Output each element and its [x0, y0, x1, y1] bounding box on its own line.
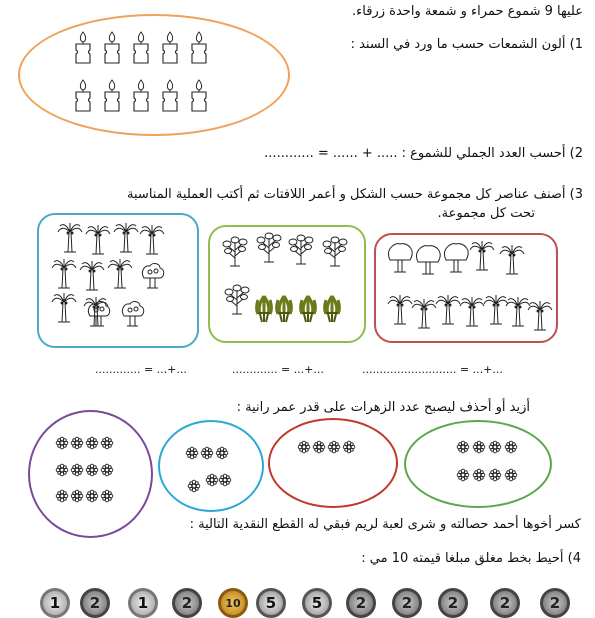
round-tree-icon [386, 242, 414, 272]
flower-oval-red [268, 418, 398, 508]
flower-icon [505, 441, 517, 453]
wheat-icon [272, 292, 296, 324]
palm-tree-icon [470, 240, 494, 272]
leaf-tree-icon [256, 232, 282, 264]
flower-icon [188, 480, 200, 492]
flower-icon [86, 490, 98, 502]
flower-icon [71, 437, 83, 449]
flower-icon [489, 469, 501, 481]
leaf-tree-icon [322, 236, 348, 268]
flower-icon [473, 469, 485, 481]
question-3-line-1: 3) أصنف عناصر كل مجموعة حسب الشكل و أعمر اللافتات ثم أكتب العملية المناسبة [127, 187, 583, 202]
palm-tree-icon [108, 258, 132, 290]
question-4: 4) أحيط بخط مغلق مبلغا قيمته 10 مي : [361, 551, 581, 566]
coin-icon[interactable]: 2 [80, 588, 110, 618]
flower-icon [473, 441, 485, 453]
flower-icon [71, 464, 83, 476]
question-1: 1) ألون الشمعات حسب ما ورد في السند : [350, 37, 583, 52]
candle-icon [131, 30, 151, 64]
wheat-icon [320, 292, 344, 324]
flower-icon [457, 469, 469, 481]
candle-oval [18, 14, 290, 136]
flower-icon [343, 441, 355, 453]
coin-icon[interactable]: 10 [218, 588, 248, 618]
round-tree-icon [442, 242, 470, 272]
leaf-tree-icon [222, 236, 248, 268]
coin-icon[interactable]: 2 [438, 588, 468, 618]
palm-tree-icon [460, 296, 482, 328]
flower-icon [457, 441, 469, 453]
flower-icon [219, 474, 231, 486]
flower-icon [328, 441, 340, 453]
candle-icon [189, 30, 209, 64]
flower-icon [505, 469, 517, 481]
coin-icon[interactable]: 2 [392, 588, 422, 618]
operation-red: ........................... = ...+... [362, 363, 503, 376]
palm-tree-icon [500, 244, 524, 276]
coin-icon[interactable]: 5 [302, 588, 332, 618]
leaf-tree-icon [288, 234, 314, 266]
candle-icon [73, 78, 93, 112]
flower-icon [298, 441, 310, 453]
flower-icon [313, 441, 325, 453]
coin-icon[interactable]: 2 [346, 588, 376, 618]
flower-icon [216, 447, 228, 459]
flower-icon [206, 474, 218, 486]
palm-tree-icon [52, 258, 76, 290]
coin-icon[interactable]: 5 [256, 588, 286, 618]
flower-icon [101, 490, 113, 502]
flower-icon [56, 464, 68, 476]
coin-icon[interactable]: 2 [172, 588, 202, 618]
palm-tree-icon [506, 296, 528, 328]
candle-icon [189, 78, 209, 112]
palm-tree-icon [140, 224, 164, 256]
flower-icon [86, 464, 98, 476]
coin-icon[interactable]: 1 [128, 588, 158, 618]
flower-icon [86, 437, 98, 449]
palm-tree-icon [114, 222, 138, 254]
candle-icon [102, 78, 122, 112]
wheat-icon [296, 292, 320, 324]
palm-tree-icon [86, 224, 110, 256]
coin-icon[interactable]: 2 [490, 588, 520, 618]
candle-icon [102, 30, 122, 64]
question-3-line-2: تحت كل مجموعة. [437, 206, 535, 221]
palm-tree-icon [52, 292, 76, 324]
flower-icon [71, 490, 83, 502]
flowers-task: أزيد أو أحذف ليصبح عدد الزهرات على قدر عمر رانية : [236, 400, 530, 415]
candle-icon [73, 30, 93, 64]
story-text: كسر أخوها أحمد حصالته و شرى لعبة لريم فبقي له القطع النقدية التالية : [189, 517, 581, 532]
operation-blue: ............. = ...+... [95, 363, 187, 376]
flower-icon [201, 447, 213, 459]
candle-icon [160, 78, 180, 112]
flower-oval-blue [158, 420, 264, 512]
palm-tree-icon [412, 298, 434, 330]
round-tree-icon [120, 300, 146, 328]
round-tree-icon [86, 300, 112, 328]
flower-icon [56, 437, 68, 449]
flower-icon [101, 464, 113, 476]
intro-text: عليها 9 شموع حمراء و شمعة واحدة زرقاء. [352, 4, 583, 19]
round-tree-icon [414, 244, 442, 274]
flower-icon [101, 437, 113, 449]
flower-icon [489, 441, 501, 453]
question-2: 2) أحسب العدد الجملي للشموع : ..... + ...... = ............ [264, 146, 583, 161]
flower-oval-green [404, 420, 552, 508]
operation-green: ............. = ...+... [232, 363, 324, 376]
palm-tree-icon [58, 222, 82, 254]
palm-tree-icon [484, 294, 506, 326]
flower-icon [186, 447, 198, 459]
coin-icon[interactable]: 2 [540, 588, 570, 618]
candle-icon [131, 78, 151, 112]
candle-icon [160, 30, 180, 64]
flower-icon [56, 490, 68, 502]
coin-icon[interactable]: 1 [40, 588, 70, 618]
palm-tree-icon [80, 260, 104, 292]
palm-tree-icon [388, 294, 410, 326]
leaf-tree-icon [224, 284, 250, 316]
palm-tree-icon [528, 300, 550, 332]
round-tree-icon [140, 262, 166, 290]
palm-tree-icon [436, 294, 458, 326]
